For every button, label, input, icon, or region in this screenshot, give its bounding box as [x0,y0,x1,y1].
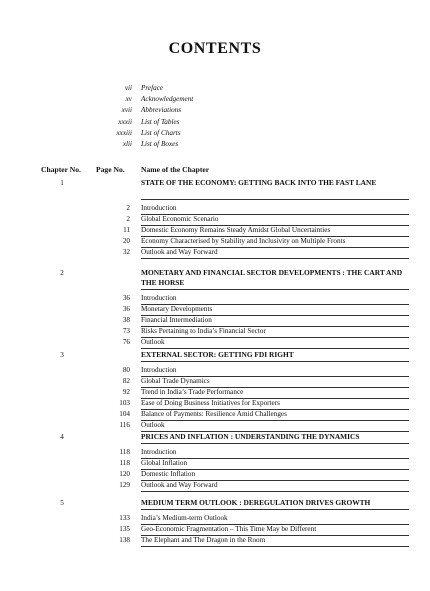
separator-line [141,361,409,362]
chapter-entry[interactable] [0,215,430,225]
separator-line [141,289,409,290]
chapter-entry[interactable] [0,448,430,458]
separator-line [141,443,409,444]
entry-name: Balance of Payments: Resilience Amid Challenges [141,410,287,418]
prelim-item[interactable] [0,95,430,106]
prelim-page: xvii [121,106,132,115]
entry-page-number: 138 [119,536,130,544]
entry-name: The Elephant and The Dragon in the Room [141,536,266,544]
chapter-entry[interactable] [0,421,430,431]
entry-page-number: 80 [122,366,130,374]
entry-name: Global Economic Scenario [141,215,219,223]
prelim-page: xxxiii [116,128,132,137]
chapter-entry[interactable] [0,399,430,409]
chapter-entry[interactable] [0,366,430,376]
entry-name: Outlook [141,421,165,429]
entry-name: Trend in India’s Trade Performance [141,388,244,396]
chapter-entry[interactable] [0,536,430,546]
chapter-entry[interactable] [0,305,430,315]
entry-page-number: 104 [119,410,130,418]
entry-page-number: 118 [119,448,130,456]
chapter-entry[interactable] [0,248,430,258]
entry-name: Outlook and Way Forward [141,248,218,256]
chapter-entry[interactable] [0,237,430,247]
separator-line [141,199,409,200]
chapter-title[interactable]: PRICES AND INFLATION : UNDERSTANDING THE DYNAMICS [141,432,360,441]
entry-page-number: 73 [122,327,130,335]
entry-name: Economy Characterised by Stability and Inclusivity on Multiple Fronts [141,237,346,245]
chapter-entry[interactable] [0,204,430,214]
header-page-no: Page No. [96,165,125,174]
prelim-name: List of Charts [141,128,181,137]
prelim-name: Preface [141,84,164,92]
entry-page-number: 133 [119,514,130,522]
chapter-number: 1 [60,179,64,187]
prelim-page: xlii [122,140,132,148]
chapter-title[interactable]: EXTERNAL SECTOR: GETTING FDI RIGHT [141,350,294,359]
entry-page-number: 38 [122,316,130,324]
entry-name: Outlook [141,338,165,346]
entry-page-number: 36 [122,294,130,302]
entry-name: Introduction [141,366,177,374]
separator-line [141,509,409,510]
entry-page-number: 120 [119,470,130,478]
entry-name: India’s Medium-term Outlook [141,514,228,522]
chapter-entry[interactable] [0,514,430,524]
prelim-name: Acknowledgement [141,95,194,104]
entry-page-number: 32 [122,248,130,256]
separator-line [141,491,409,492]
prelim-item[interactable] [0,140,430,151]
chapter-entry[interactable] [0,327,430,337]
chapter-entry[interactable] [0,226,430,236]
chapter-number: 4 [60,433,64,441]
separator-line [141,258,409,259]
chapter-entry[interactable] [0,388,430,398]
chapter-entry[interactable] [0,338,430,348]
entry-name: Global Inflation [141,459,188,467]
entry-name: Introduction [141,294,177,302]
chapter-entry[interactable] [0,377,430,387]
chapter-title[interactable]: STATE OF THE ECONOMY: GETTING BACK INTO THE FAST LANE [141,178,377,187]
chapter-title[interactable]: MONETARY AND FINANCIAL SECTOR DEVELOPMENTS : THE CART AND THE HORSE [141,268,403,287]
chapter-entry[interactable] [0,459,430,469]
entry-page-number: 116 [119,421,130,429]
header-chapter-name: Name of the Chapter [141,165,210,174]
chapter-entry[interactable] [0,481,430,491]
prelim-page: xv [125,95,132,104]
chapter-entry[interactable] [0,316,430,326]
entry-page-number: 103 [119,399,130,407]
prelim-name: List of Tables [141,117,180,126]
entry-name: Geo-Economic Fragmentation – This Time May be Different [141,525,317,533]
entry-name: Global Trade Dynamics [141,377,210,385]
chapter-number: 2 [60,269,64,277]
prelim-item[interactable] [0,84,430,95]
entry-page-number: 82 [122,377,130,385]
prelim-item[interactable] [0,106,430,117]
entry-name: Risks Pertaining to India’s Financial Sector [141,327,266,335]
entry-page-number: 92 [122,388,130,396]
entry-name: Ease of Doing Business Initiatives for Exporters [141,399,280,407]
entry-page-number: 118 [119,459,130,467]
chapter-title[interactable]: MEDIUM TERM OUTLOOK : DEREGULATION DRIVES GROWTH [141,498,371,507]
entry-name: Monetary Developments [141,305,213,313]
separator-line [141,348,409,349]
prelim-page: vii [124,84,132,92]
entry-name: Introduction [141,448,177,456]
prelim-name: List of Boxes [141,140,179,148]
entry-page-number: 2 [126,204,130,212]
chapter-entry[interactable] [0,525,430,535]
chapter-number: 5 [60,499,64,507]
prelim-name: Abbreviations [141,106,182,115]
prelim-item[interactable] [0,118,430,129]
entry-name: Domestic Inflation [141,470,196,478]
entry-page-number: 2 [126,215,130,223]
chapter-number: 3 [60,351,64,359]
entry-page-number: 36 [122,305,130,313]
entry-name: Financial Intermediation [141,316,212,324]
entry-name: Introduction [141,204,177,212]
page-title: CONTENTS [168,40,262,57]
chapter-entry[interactable] [0,294,430,304]
prelim-page: xxxii [118,117,132,126]
entry-name: Outlook and Way Forward [141,481,218,489]
entry-page-number: 135 [119,525,130,533]
entry-page-number: 20 [122,237,130,245]
header-chapter-no: Chapter No. [41,165,81,174]
entry-page-number: 11 [123,226,130,234]
chapter-entry[interactable] [0,470,430,480]
separator-line [141,546,409,547]
entry-name: Domestic Economy Remains Steady Amidst Global Uncertainties [141,226,331,234]
prelim-item[interactable] [0,129,430,140]
entry-page-number: 129 [119,481,130,489]
entry-page-number: 76 [122,338,130,346]
chapter-entry[interactable] [0,410,430,420]
